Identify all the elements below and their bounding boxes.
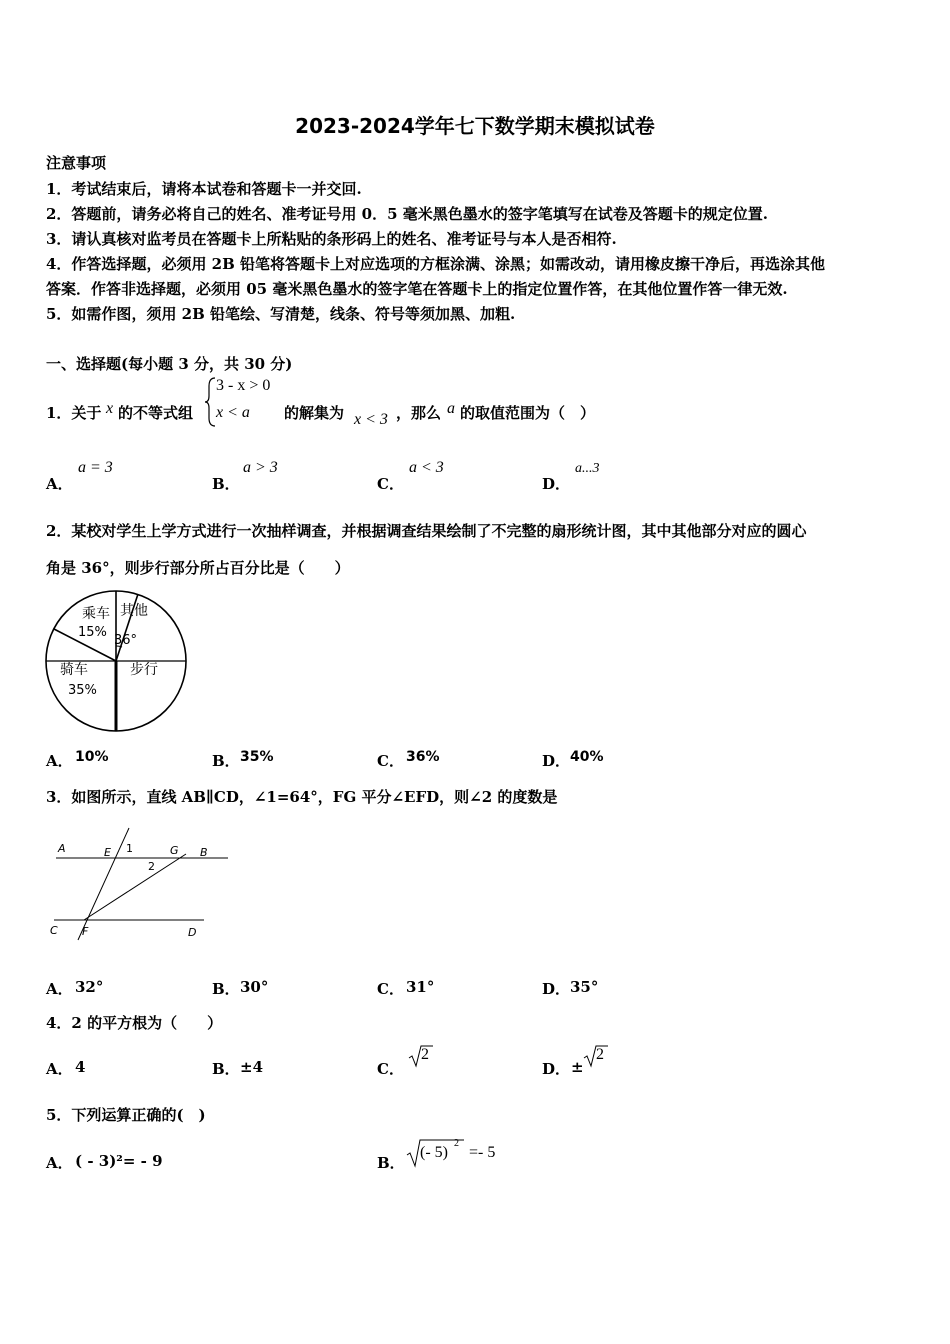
- q4-option-d-label: D．: [542, 1060, 571, 1078]
- q1-solution-text: 的解集为: [284, 404, 345, 422]
- q3-text: 3．如图所示，直线 AB∥CD，∠1=64°，FG 平分∠EFD，则∠2 的度数是: [46, 788, 558, 806]
- q1-prefix: 1．关于: [46, 404, 102, 422]
- q4-option-d-pm: ±: [571, 1058, 584, 1076]
- q2-option-c-label: C．: [377, 752, 404, 770]
- q3-option-b-value: 30°: [240, 978, 269, 996]
- q2-option-d-label: D．: [542, 752, 571, 770]
- q5-option-b-label: B．: [377, 1154, 405, 1172]
- q3-option-b-label: B．: [212, 980, 240, 998]
- note-item-6: 5．如需作图，须用 2B 铅笔绘、写清楚，线条、符号等须加黑、加粗.: [46, 305, 516, 323]
- q4-option-c-label: C．: [377, 1060, 404, 1078]
- q4-option-b-label: B．: [212, 1060, 240, 1078]
- fig-label-1: 1: [126, 842, 133, 855]
- q1-suffix-1: ，那么: [396, 404, 442, 422]
- page-title: 2023-2024学年七下数学期末模拟试卷: [295, 114, 655, 138]
- q2-option-d-value: 40%: [570, 749, 604, 765]
- q1-var-a: a: [447, 400, 455, 417]
- fig-label-2: 2: [148, 860, 155, 873]
- q3-option-a-value: 32°: [75, 978, 104, 996]
- q3-option-c-label: C．: [377, 980, 404, 998]
- q4-option-b-value: ±4: [240, 1058, 264, 1076]
- pie-label-s2-name: 其他: [120, 603, 148, 619]
- note-item-4: 4．作答选择题，必须用 2B 铅笔将答题卡上对应选项的方框涂满、涂黑；如需改动，请用橡皮擦干净后，再选涂其他: [46, 255, 826, 273]
- q1-solution: x < 3: [354, 411, 388, 428]
- pie-label-s3-name: 骑车: [60, 662, 88, 678]
- q5-option-a-value: ( - 3)²= - 9: [75, 1152, 163, 1170]
- q2-option-b-label: B．: [212, 752, 240, 770]
- fig-label-d: D: [188, 926, 197, 939]
- q1-option-b-label: B．: [212, 475, 240, 493]
- q1-system-line-2: x < a: [216, 404, 250, 421]
- q3-option-d-label: D．: [542, 980, 571, 998]
- q1-brace: [203, 376, 217, 428]
- pie-label-s1-pct: 15%: [78, 625, 107, 640]
- fig-label-c: C: [50, 924, 58, 937]
- q1-option-c-label: C．: [377, 475, 404, 493]
- q1-mid: 的不等式组: [118, 404, 194, 422]
- q3-option-a-label: A．: [46, 980, 73, 998]
- q3-option-c-value: 31°: [406, 978, 435, 996]
- note-item-2: 2．答题前，请务必将自己的姓名、准考证号用 0．5 毫米黑色墨水的签字笔填写在试卷及答题卡的规定位置.: [46, 205, 768, 223]
- pie-label-s4-name: 步行: [130, 662, 158, 678]
- q3-option-d-value: 35°: [570, 978, 599, 996]
- q1-option-a-value: a = 3: [78, 459, 113, 476]
- notes-heading: 注意事项: [46, 154, 107, 172]
- q2-option-a-value: 10%: [75, 749, 109, 765]
- q1-suffix-2: 的取值范围为（ ）: [460, 404, 596, 422]
- q2-option-a-label: A．: [46, 752, 73, 770]
- note-item-3: 3．请认真核对监考员在答题卡上所粘贴的条形码上的姓名、准考证号与本人是否相符.: [46, 230, 617, 248]
- q5-option-b-exponent: 2: [454, 1138, 459, 1149]
- section-heading: 一、选择题(每小题 3 分，共 30 分): [46, 355, 293, 373]
- q1-system-line-1: 3 - x > 0: [216, 377, 271, 394]
- note-item-1: 1．考试结束后，请将本试卷和答题卡一并交回.: [46, 180, 362, 198]
- q2-option-b-value: 35%: [240, 749, 274, 765]
- q2-option-c-value: 36%: [406, 749, 440, 765]
- pie-label-s1-name: 乘车: [82, 606, 110, 622]
- q5-option-b-inner: (- 5): [420, 1144, 448, 1161]
- fig-label-b: B: [200, 846, 208, 859]
- q1-var-x: x: [106, 400, 114, 417]
- q1-option-a-label: A．: [46, 475, 73, 493]
- fig-label-a: A: [58, 842, 66, 855]
- q4-option-a-label: A．: [46, 1060, 73, 1078]
- q5-text: 5．下列运算正确的( ): [46, 1106, 206, 1124]
- q5-option-a-label: A．: [46, 1154, 73, 1172]
- fig-label-f: F: [82, 925, 89, 938]
- q4-option-d-value: 2: [596, 1046, 604, 1063]
- q4-option-c-value: 2: [421, 1046, 429, 1063]
- q2-line-1: 2．某校对学生上学方式进行一次抽样调查，并根据调查结果绘制了不完整的扇形统计图，其中其他部分对应的圆心: [46, 522, 807, 540]
- q1-option-b-value: a > 3: [243, 459, 278, 476]
- pie-label-s2-angle: 36°: [114, 633, 138, 648]
- q1-option-d-value: a...3: [575, 461, 600, 476]
- q2-line-2: 角是 36°，则步行部分所占百分比是（ ）: [46, 559, 350, 577]
- fig-label-g: G: [170, 844, 179, 857]
- q5-option-b-rhs: =- 5: [469, 1144, 496, 1161]
- fig-label-e: E: [104, 846, 111, 859]
- note-item-5: 答案．作答非选择题，必须用 05 毫米黑色墨水的签字笔在答题卡上的指定位置作答，在其他位置作答一律无效.: [46, 280, 788, 298]
- q1-option-c-value: a < 3: [409, 459, 444, 476]
- q4-option-a-value: 4: [75, 1058, 86, 1076]
- q2-pie-chart: [40, 586, 196, 738]
- q1-option-d-label: D．: [542, 475, 571, 493]
- q4-text: 4．2 的平方根为（ ）: [46, 1014, 223, 1032]
- pie-label-s3-pct: 35%: [68, 683, 97, 698]
- q3-figure: [44, 822, 230, 946]
